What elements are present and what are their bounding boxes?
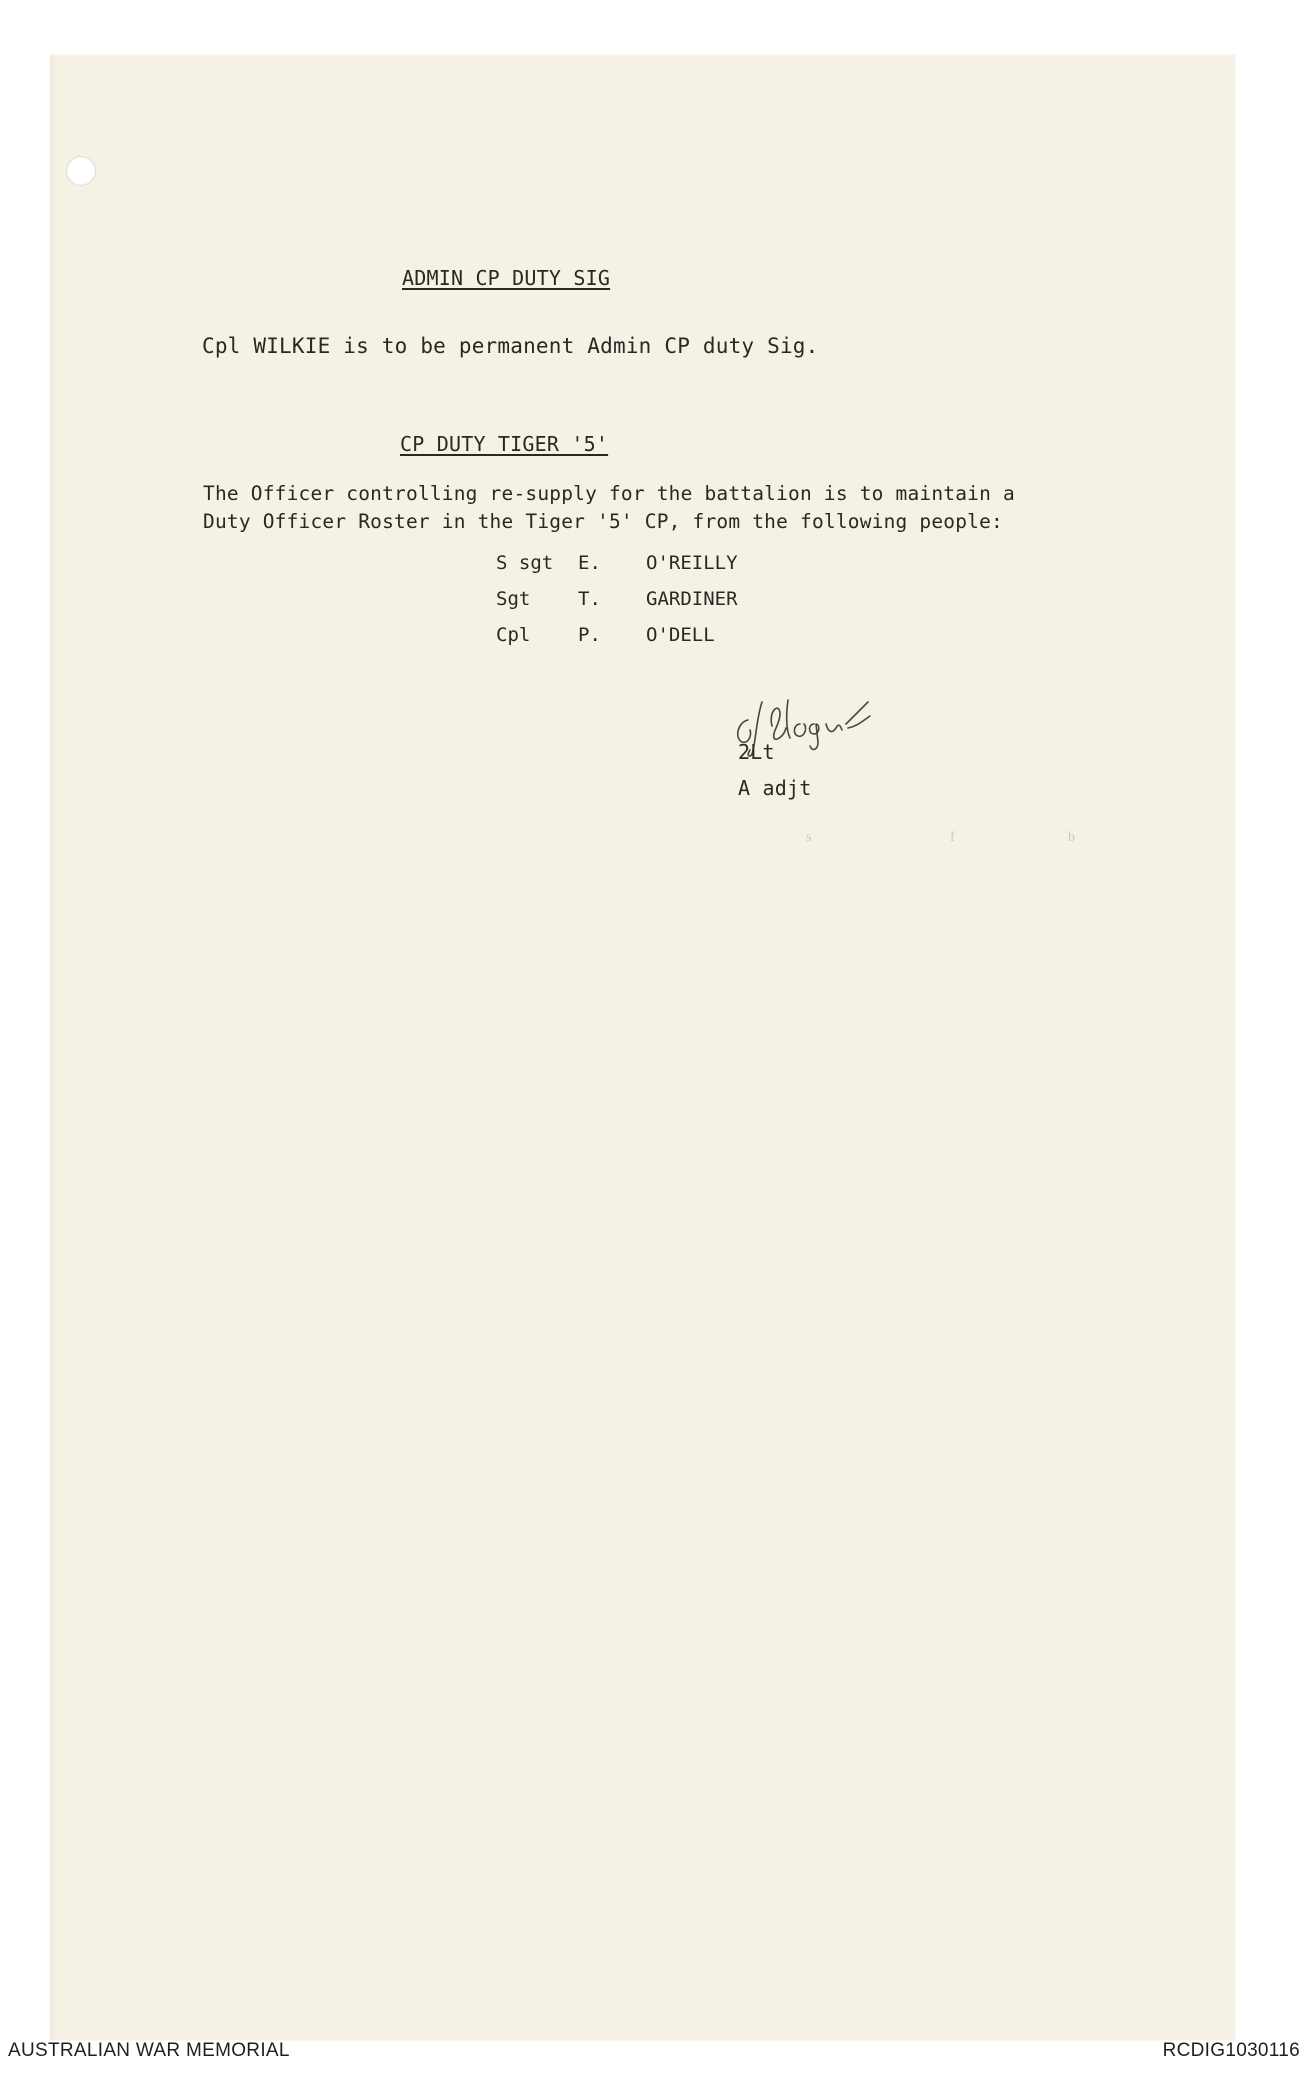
roster-initial: P.	[578, 624, 601, 646]
tiger-duty-text	[203, 480, 1015, 536]
roster-rank: Cpl	[496, 624, 531, 646]
roster-rank: S sgt	[496, 552, 554, 574]
roster-rank: Sgt	[496, 588, 531, 610]
archive-credit: AUSTRALIAN WAR MEMORIAL	[8, 2040, 290, 2061]
signatory-role: A adjt	[738, 776, 812, 800]
admin-duty-text: Cpl WILKIE is to be permanent Admin CP duty Sig.	[202, 334, 819, 358]
faint-mark: s	[806, 830, 812, 845]
signatory-rank: 2Lt	[738, 740, 775, 764]
roster-initial: E.	[578, 552, 601, 574]
heading-cp-duty-tiger: CP DUTY TIGER '5'	[400, 432, 609, 456]
tiger-duty-text-line-2: Duty Officer Roster in the Tiger '5' CP, from the following people:	[203, 510, 1003, 533]
archive-record-id: RCDIG1030116	[1162, 2040, 1300, 2061]
roster-surname: O'DELL	[646, 624, 715, 646]
punch-hole	[66, 156, 96, 186]
roster-surname: GARDINER	[646, 588, 738, 610]
faint-mark: f	[950, 830, 955, 845]
roster-initial: T.	[578, 588, 601, 610]
heading-admin-cp-duty-sig: ADMIN CP DUTY SIG	[402, 266, 611, 290]
tiger-duty-text-line-1: The Officer controlling re-supply for the battalion is to maintain a	[203, 482, 1015, 505]
faint-mark: b	[1068, 830, 1075, 845]
roster-surname: O'REILLY	[646, 552, 738, 574]
